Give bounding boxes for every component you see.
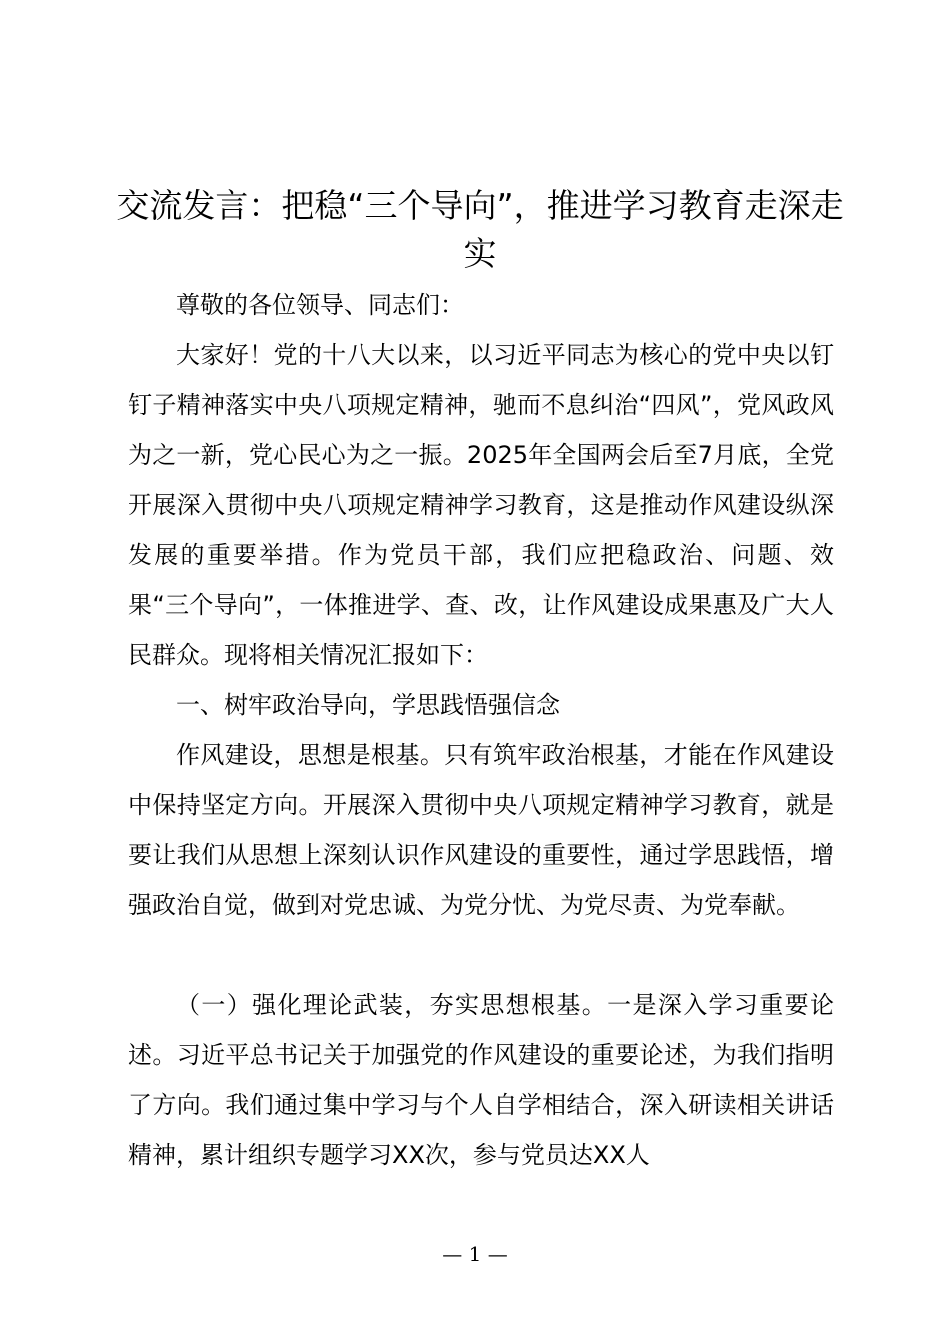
greeting: 尊敬的各位领导、同志们： [176,291,464,319]
paragraph-subsection-1: （一）强化理论武装，夯实思想根基。一是深入学习重要论述。习近平总书记关于加强党的作风建设的重要论述，为我们指明了方向。我们通过集中学习与个人自学相结合，深入研读相关讲话精神，累计组织专题学习XX次，参与党员达XX人 [128,991,834,1169]
paragraph-section-1: 作风建设，思想是根基。只有筑牢政治根基，才能在作风建设中保持坚定方向。开展深入贯彻中央八项规定精神学习教育，就是要让我们从思想上深刻认识作风建设的重要性，通过学思践悟，增强政治自觉，做到对党忠诚、为党分忧、为党尽责、为党奉献。 [128,741,834,919]
document-title: 交流发言：把稳“三个导向”，推进学习教育走深走实 [116,186,844,273]
page-number: — 1 — [442,1242,508,1266]
paragraph-intro: 大家好！党的十八大以来，以习近平同志为核心的党中央以钉钉子精神落实中央八项规定精神，驰而不息纠治“四风”，党风政风为之一新，党心民心为之一振。2025年全国两会后至7月底，全党开展深入贯彻中央八项规定精神学习教育，这是推动作风建设纵深发展的重要举措。作为党员干部，我们应把稳政治、问题、效果“三个导向”，一体推进学、查、改，让作风建设成果惠及广大人民群众。现将相关情况汇报如下： [128,341,834,669]
section-heading-1: 一、树牢政治导向，学思践悟强信念 [176,691,560,719]
